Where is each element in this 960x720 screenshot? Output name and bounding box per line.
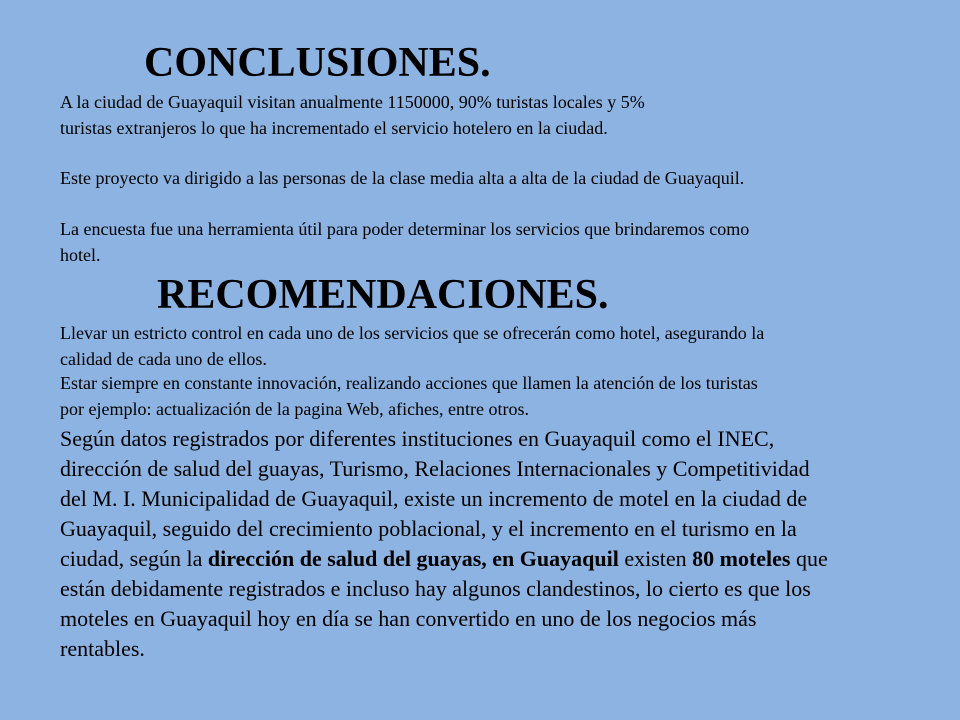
text-line: calidad de cada uno de ellos.: [60, 349, 267, 369]
statistics-paragraph: [60, 424, 905, 664]
conclusion-paragraph-3: [60, 216, 905, 268]
recommendations-heading: RECOMENDACIONES.: [157, 272, 609, 318]
text-run: ciudad, según la: [60, 546, 208, 571]
text-line: Llevar un estricto control en cada uno de los servicios que se ofrecerán como hotel, asegurando la: [60, 323, 765, 343]
text-line: Estar siempre en constante innovación, realizando acciones que llamen la atención de los turistas: [60, 373, 758, 393]
text-run: que: [790, 546, 828, 571]
conclusions-heading: CONCLUSIONES.: [144, 40, 491, 86]
text-line: del M. I. Municipalidad de Guayaquil, existe un incremento de motel en la ciudad de: [60, 486, 808, 511]
text-line: Guayaquil, seguido del crecimiento poblacional, y el incremento en el turismo en la: [60, 516, 797, 541]
text-line: turistas extranjeros lo que ha incrementado el servicio hotelero en la ciudad.: [60, 118, 608, 138]
text-line: La encuesta fue una herramienta útil para poder determinar los servicios que brindaremos como: [60, 219, 750, 239]
text-line: moteles en Guayaquil hoy en día se han convertido en uno de los negocios más: [60, 606, 757, 631]
text-line: [60, 544, 905, 574]
conclusion-paragraph-2: [60, 165, 905, 191]
bold-motel-count: 80 moteles: [692, 546, 791, 571]
recommendation-2: [60, 370, 905, 422]
conclusion-paragraph-1: [60, 89, 905, 141]
text-line: rentables.: [60, 636, 145, 661]
text-line: están debidamente registrados e incluso hay algunos clandestinos, lo cierto es que los: [60, 576, 811, 601]
text-line: Según datos registrados por diferentes instituciones en Guayaquil como el INEC,: [60, 426, 775, 451]
text-line: Este proyecto va dirigido a las personas de la clase media alta a alta de la ciudad de Guayaquil.: [60, 168, 745, 188]
text-run: existen: [618, 546, 693, 571]
bold-institution: dirección de salud del guayas, en Guayaquil: [207, 546, 619, 571]
text-line: hotel.: [60, 245, 101, 265]
text-line: por ejemplo: actualización de la pagina Web, afiches, entre otros.: [60, 399, 530, 419]
text-line: dirección de salud del guayas, Turismo, Relaciones Internacionales y Competitividad: [60, 456, 810, 481]
recommendation-1: [60, 320, 905, 372]
text-line: A la ciudad de Guayaquil visitan anualmente 1150000, 90% turistas locales y 5%: [60, 92, 645, 112]
